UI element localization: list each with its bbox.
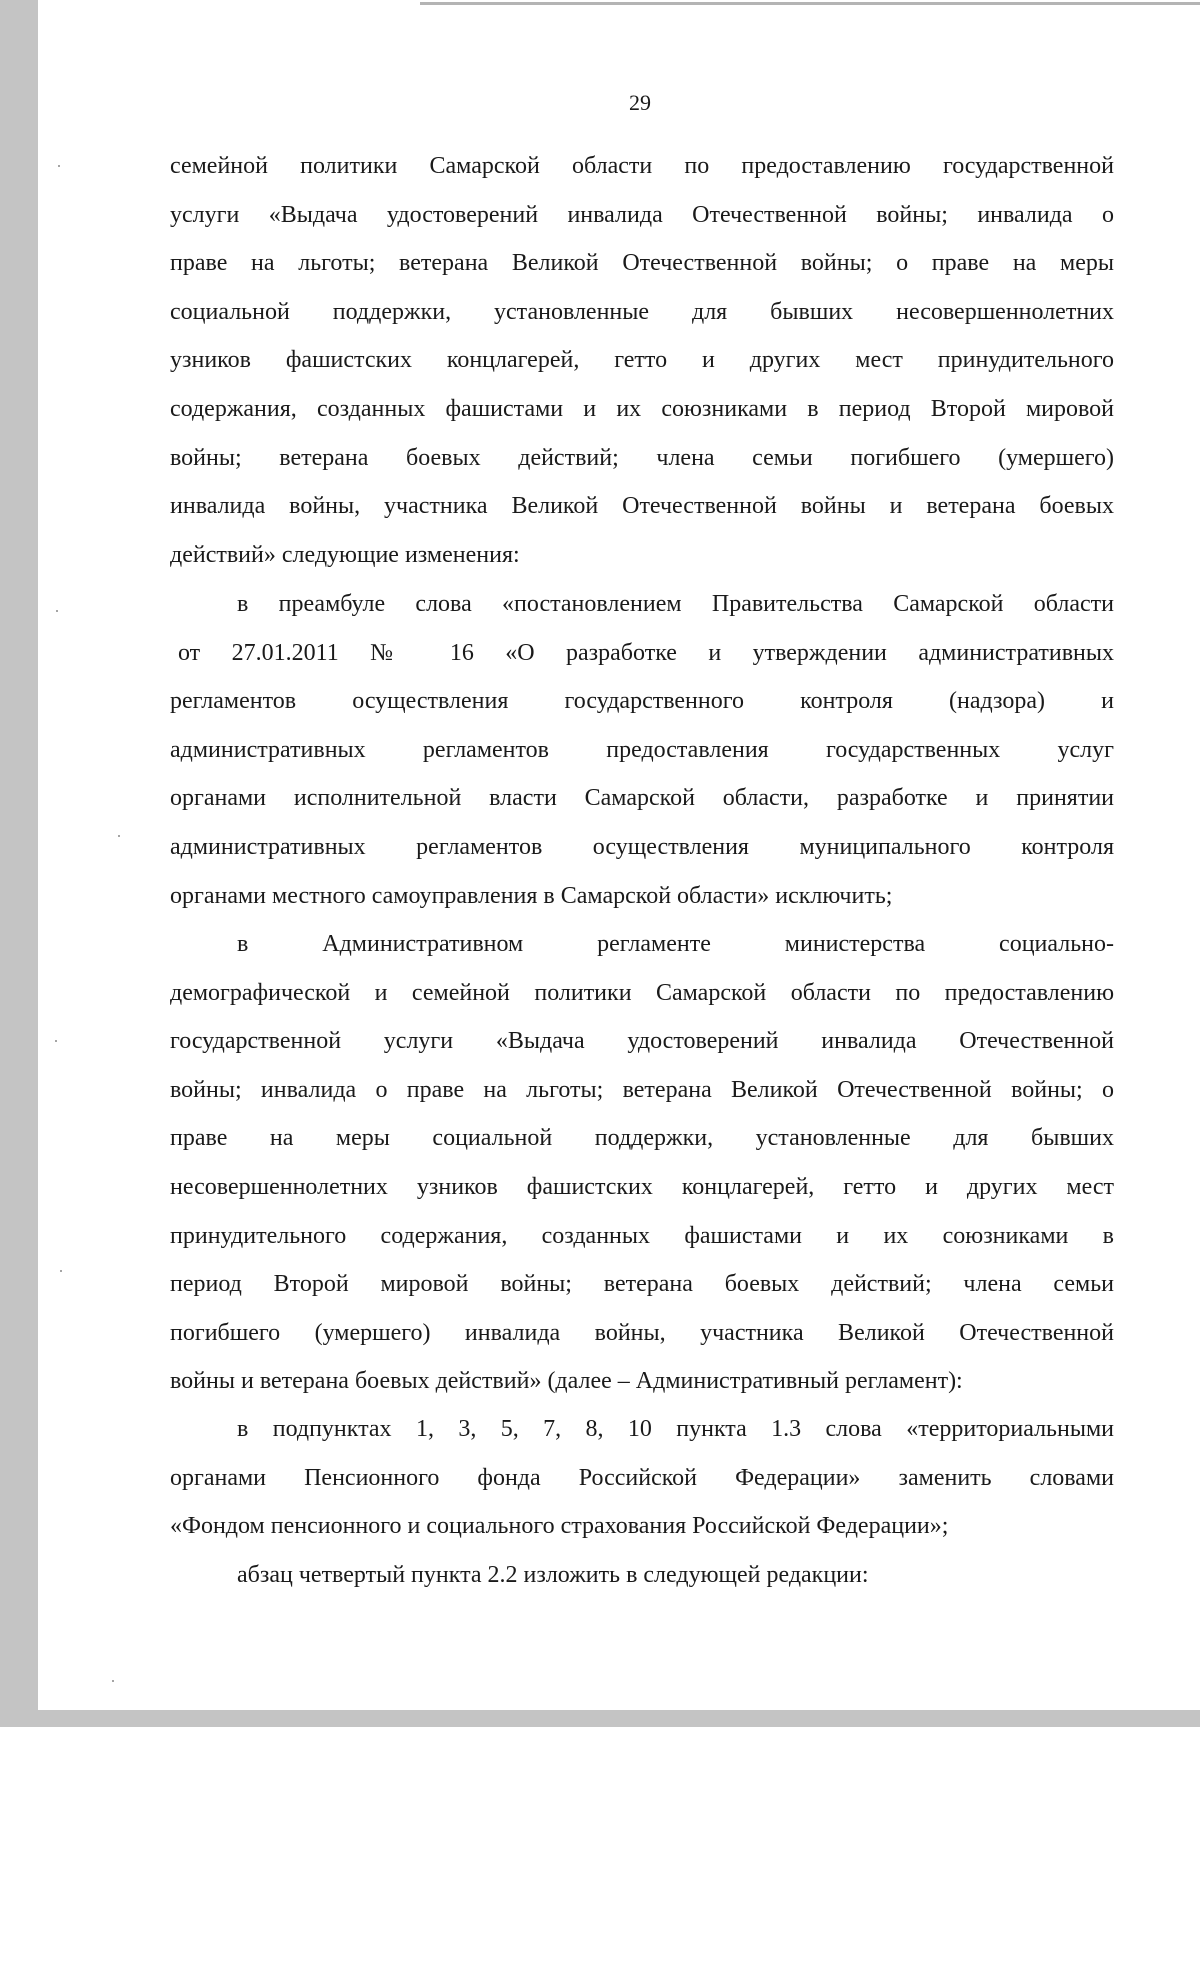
text-line: содержания, созданных фашистами и их союзниками в период Второй мировой xyxy=(170,395,1114,422)
text-line: период Второй мировой войны; ветерана боевых действий; члена семьи xyxy=(170,1271,1114,1298)
text-line: несовершеннолетних узников фашистских концлагерей, гетто и других мест xyxy=(170,1173,1114,1200)
text-line: административных регламентов предоставления государственных услуг xyxy=(170,736,1114,763)
text-line: войны и ветерана боевых действий» (далее – Административный регламент): xyxy=(170,1368,963,1395)
paragraph-5 xyxy=(170,1551,1114,1600)
text-line: действий» следующие изменения: xyxy=(170,541,520,568)
text-line: в преамбуле слова «постановлением Правительства Самарской области xyxy=(237,591,1114,617)
text-line: праве на меры социальной поддержки, установленные для бывших xyxy=(170,1125,1114,1152)
text-line: войны; инвалида о праве на льготы; ветерана Великой Отечественной войны; о xyxy=(170,1076,1114,1103)
text-line: в подпунктах 1, 3, 5, 7, 8, 10 пункта 1.3 слова «территориальными xyxy=(237,1416,1114,1442)
text-line: социальной поддержки, установленные для бывших несовершеннолетних xyxy=(170,298,1114,325)
text-line: административных регламентов осуществления муниципального контроля xyxy=(170,833,1114,860)
paragraph-2 xyxy=(170,580,1114,920)
scan-edge-top xyxy=(420,2,1200,5)
text-line: от 27.01.2011 № 16 «О разработке и утверждении административных xyxy=(178,639,1114,666)
scan-speck xyxy=(118,835,120,837)
text-line: праве на льготы; ветерана Великой Отечественной войны; о праве на меры xyxy=(170,250,1114,277)
text-line: принудительного содержания, созданных фашистами и их союзниками в xyxy=(170,1222,1114,1249)
scan-speck xyxy=(55,1040,57,1042)
text-line: инвалида войны, участника Великой Отечественной войны и ветерана боевых xyxy=(170,493,1114,520)
text-line: абзац четвертый пункта 2.2 изложить в следующей редакции: xyxy=(237,1562,869,1588)
text-line: семейной политики Самарской области по предоставлению государственной xyxy=(170,153,1114,179)
text-line: услуги «Выдача удостоверений инвалида Отечественной войны; инвалида о xyxy=(170,201,1114,228)
paragraph-3 xyxy=(170,920,1114,1406)
paragraph-4 xyxy=(170,1405,1114,1551)
text-line: органами местного самоуправления в Самарской области» исключить; xyxy=(170,882,893,909)
page-number: 29 xyxy=(629,90,651,115)
scan-speck xyxy=(56,610,58,612)
paragraph-1 xyxy=(170,142,1114,579)
text-line: погибшего (умершего) инвалида войны, участника Великой Отечественной xyxy=(170,1319,1114,1346)
text-line: в Административном регламенте министерства социально- xyxy=(237,931,1114,957)
text-line: «Фондом пенсионного и социального страхования Российской Федерации»; xyxy=(170,1513,949,1540)
text-line: войны; ветерана боевых действий; члена семьи погибшего (умершего) xyxy=(170,444,1114,471)
scan-speck xyxy=(58,165,60,167)
text-line: государственной услуги «Выдача удостоверений инвалида Отечественной xyxy=(170,1028,1114,1055)
text-line: органами исполнительной власти Самарской области, разработке и принятии xyxy=(170,785,1114,812)
text-line: органами Пенсионного фонда Российской Федерации» заменить словами xyxy=(170,1464,1114,1491)
scan-edge-bottom xyxy=(0,1710,1200,1727)
text-line: регламентов осуществления государственного контроля (надзора) и xyxy=(170,688,1114,715)
scan-speck xyxy=(112,1680,114,1682)
text-line: узников фашистских концлагерей, гетто и других мест принудительного xyxy=(170,347,1114,374)
scan-edge-left xyxy=(0,0,38,1725)
text-line: демографической и семейной политики Самарской области по предоставлению xyxy=(170,979,1114,1006)
scan-speck xyxy=(60,1270,62,1272)
